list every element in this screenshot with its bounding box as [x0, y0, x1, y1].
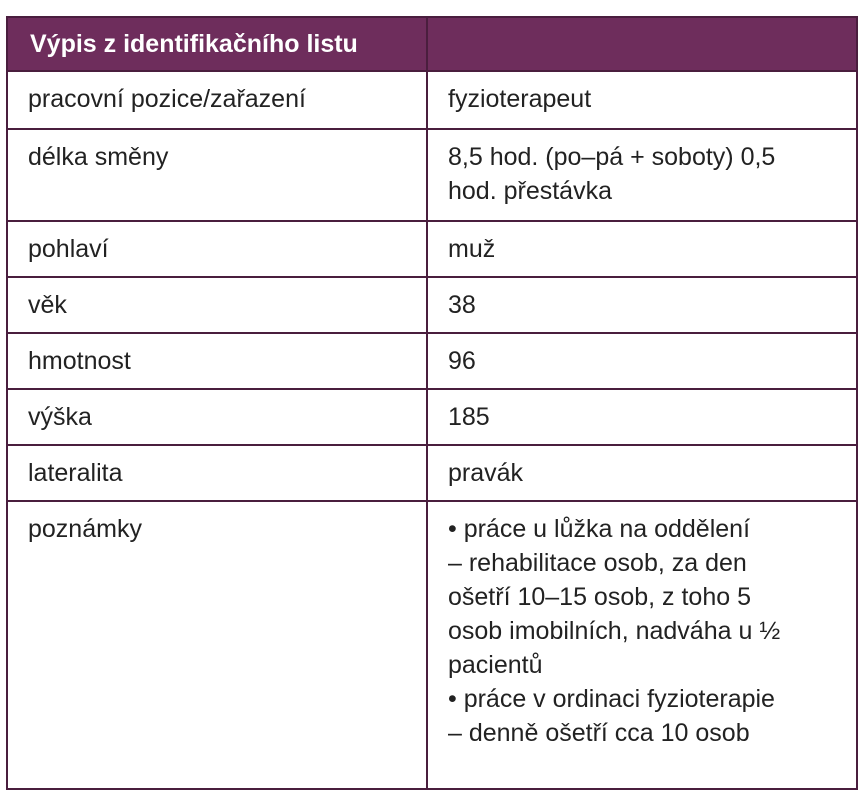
- value-line: • práce v ordinaci fyzioterapie: [448, 685, 775, 713]
- row-label: pohlaví: [8, 221, 427, 277]
- table-header-blank-cell: [427, 18, 856, 71]
- table-row: [8, 333, 856, 389]
- row-label: délka směny: [8, 129, 427, 221]
- value-line: – denně ošetří cca 10 osob: [448, 719, 750, 747]
- row-value: pravák: [427, 445, 856, 501]
- table-row: [8, 445, 856, 501]
- value-line: ošetří 10–15 osob, z toho 5: [448, 583, 751, 611]
- row-label: pracovní pozice/zařazení: [8, 71, 427, 129]
- table-row: [8, 389, 856, 445]
- identification-table-frame: [6, 16, 858, 790]
- table-row: [8, 501, 856, 788]
- identification-table: [8, 18, 856, 788]
- row-label: lateralita: [8, 445, 427, 501]
- row-value: muž: [427, 221, 856, 277]
- row-value: 38: [427, 277, 856, 333]
- value-line: – rehabilitace osob, za den: [448, 549, 747, 577]
- row-label: výška: [8, 389, 427, 445]
- table-row: [8, 129, 856, 221]
- row-label: věk: [8, 277, 427, 333]
- row-label: poznámky: [8, 501, 427, 788]
- row-value: 96: [427, 333, 856, 389]
- value-line: 8,5 hod. (po–pá + soboty) 0,5: [448, 143, 776, 171]
- row-value: [427, 501, 856, 788]
- value-line: osob imobilních, nadváha u ½: [448, 617, 781, 645]
- table-header-row: [8, 18, 856, 71]
- table-row: [8, 277, 856, 333]
- row-value: fyzioterapeut: [427, 71, 856, 129]
- row-value: [427, 129, 856, 221]
- row-label: hmotnost: [8, 333, 427, 389]
- value-line: • práce u lůžka na oddělení: [448, 515, 751, 543]
- value-line: hod. přestávka: [448, 177, 612, 205]
- row-value: 185: [427, 389, 856, 445]
- table-row: [8, 71, 856, 129]
- table-title: Výpis z identifikačního listu: [8, 18, 427, 71]
- value-line: pacientů: [448, 651, 543, 679]
- table-row: [8, 221, 856, 277]
